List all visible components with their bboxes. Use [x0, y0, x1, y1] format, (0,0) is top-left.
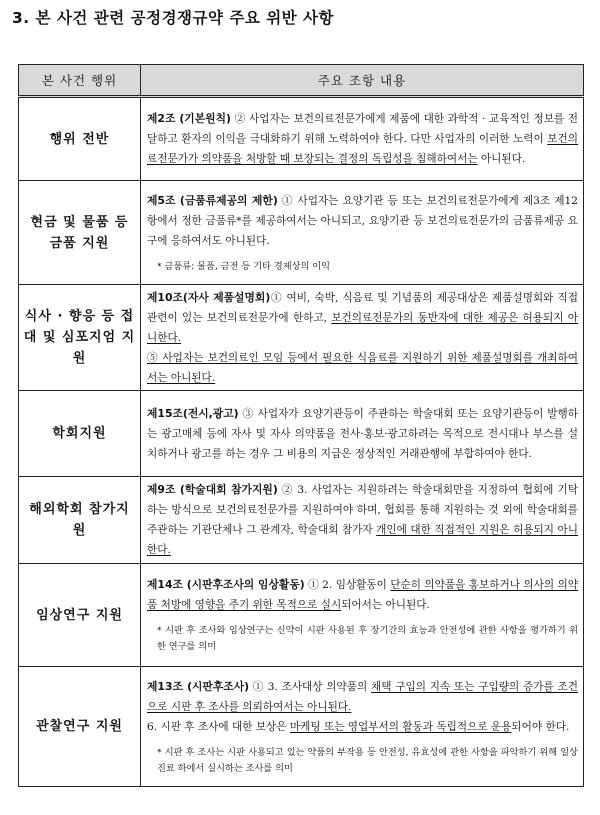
article-text: ① 3. 조사대상 의약품의: [249, 680, 372, 693]
footnote: * 시판 후 조사는 시판 사용되고 있는 약품의 부작용 등 안전성, 유효성에 관한 사항을 파악하기 위해 일상 진료 하에서 실시하는 조사를 의미: [157, 746, 578, 774]
row-act: 학회지원: [19, 391, 141, 477]
table-row: [19, 97, 584, 181]
article-heading: 제2조 (기본원칙): [147, 112, 231, 125]
underlined-text: 보건의료전문가의 동반자에 대한 제공은 허용되지 아니한다.: [147, 311, 578, 344]
table-header-row: [19, 65, 584, 97]
article-text: ② 사업자는 보건의료전문가에게 제품에 대한 과학적 · 교육적인 정보를 전달하고 환자의 이익을 극대화하기 위해 노력하여야 한다. 다만 사업자의 이러한 노력이: [147, 113, 578, 145]
table-row: [19, 667, 584, 787]
article-text: ② 3. 사업자는 지원하려는 학술대회만을 지정하여 협회에 기탁하는 방식으로 보건의료전문가를 지원하여야 하며, 협회를 통해 지원하는 것 외에 학술대회를 주관하는 기관단체나 그 관계자, 학술대회 참가자: [147, 484, 579, 536]
article-heading: 제5조 (금품류제공의 제한): [147, 193, 278, 207]
article-text: ① 사업자는 요양기관 등 또는 보건의료전문가에게 제3조 제12항에서 정한 금품류*를 제공하여서는 아니되고, 요양기관 등 보건의료전문가의 금품류제공 요구에 응하여서도 아니된다.: [147, 194, 578, 247]
article-text: ③ 사업자가 요양기관등이 주관하는 학술대회 또는 요양기관등이 발행하는 광고매체 등에 자사 및 자사 의약품을 전사·홍보·광고하려는 목적으로 전시대나 부스를 설치하거나 광고를 하는 경우 그 비용의 지급은 정상적인 거래관행에 부합하여야 한다.: [147, 407, 578, 460]
row-act: 해외학회 참가지원: [19, 477, 141, 564]
underlined-text: 개인에 대한 직접적인 지원은 허용되지 아니한다.: [147, 524, 578, 556]
row-content: [141, 391, 584, 477]
row-act: 관찰연구 지원: [19, 667, 141, 787]
row-content: [141, 564, 584, 667]
table-row: [19, 391, 584, 477]
row-content: [141, 477, 584, 564]
section-title: 3. 본 사건 관련 공정경쟁규약 주요 위반 사항: [12, 9, 334, 27]
article-text: 되어서는 아니된다.: [341, 599, 430, 611]
underlined-text: ⑤ 사업자는 보건의료인 모임 등에서 필요한 식음료를 지원하기 위한 제품설명회를 개최하여서는 아니된다.: [147, 351, 578, 384]
underlined-text: 채택 구입의 지속 또는 구입량의 증가를 조건으로 시판 후 조사를 의뢰하여서는 아니된다.: [147, 680, 578, 713]
footnote: * 시판 후 조사와 임상연구는 신약이 시판 사용된 후 장기간의 효능과 안전성에 관한 사항을 평가하기 위한 연구를 의미: [157, 625, 578, 652]
article-heading: 제9조 (학술대회 참가지원): [147, 483, 278, 496]
header-content: 주요 조항 내용: [141, 65, 584, 97]
table-row: [19, 181, 584, 285]
article-text: 되어야 한다.: [511, 720, 570, 733]
article-heading: 제10조(자사 제품설명회): [147, 290, 271, 304]
article-text: 아니된다.: [477, 153, 526, 165]
underlined-text: 마케팅 또는 영업부서의 활동과 독립적으로 운용: [289, 720, 512, 733]
article-text: ① 여비, 숙박, 식음료 및 기념품의 제공대상은 제품설명회와 직접 관련이 있는 보건의료전문가에 한하고,: [147, 291, 578, 324]
row-content: [141, 97, 584, 181]
article-heading: 제13조 (시판후조사): [147, 679, 250, 693]
row-content: [141, 667, 584, 787]
article-heading: 제15조(전시,광고): [147, 406, 239, 420]
row-content: [141, 285, 584, 391]
table-row: [19, 477, 584, 564]
underlined-text: 단순히 의약품을 홍보하거나 의사의 의약품 처방에 영향을 주기 위한 목적으로 실시: [147, 579, 578, 611]
row-act: 식사 · 향응 등 접대 및 심포지엄 지원: [19, 285, 141, 391]
row-act: 행위 전반: [19, 97, 141, 181]
article-heading: 제14조 (시판후조사의 임상활동): [147, 578, 305, 591]
row-act: 임상연구 지원: [19, 564, 141, 667]
violations-table: [18, 64, 584, 787]
row-content: [141, 181, 584, 285]
article-text: ① 2. 임상활동이: [304, 579, 391, 591]
header-act: 본 사건 행위: [19, 65, 141, 97]
row-act: 현금 및 물품 등 금품 지원: [19, 181, 141, 285]
footnote: * 금품류: 물품, 금전 등 기타 경제상의 이익: [157, 260, 331, 272]
underlined-text: 보건의료전문가가 의약품을 처방할 때 보장되는 결정의 독립성을 침해하여서는: [147, 133, 578, 165]
article-text: 6. 시판 후 조사에 대한 보상은: [147, 720, 290, 733]
table-row: [19, 564, 584, 667]
table-row: [19, 285, 584, 391]
